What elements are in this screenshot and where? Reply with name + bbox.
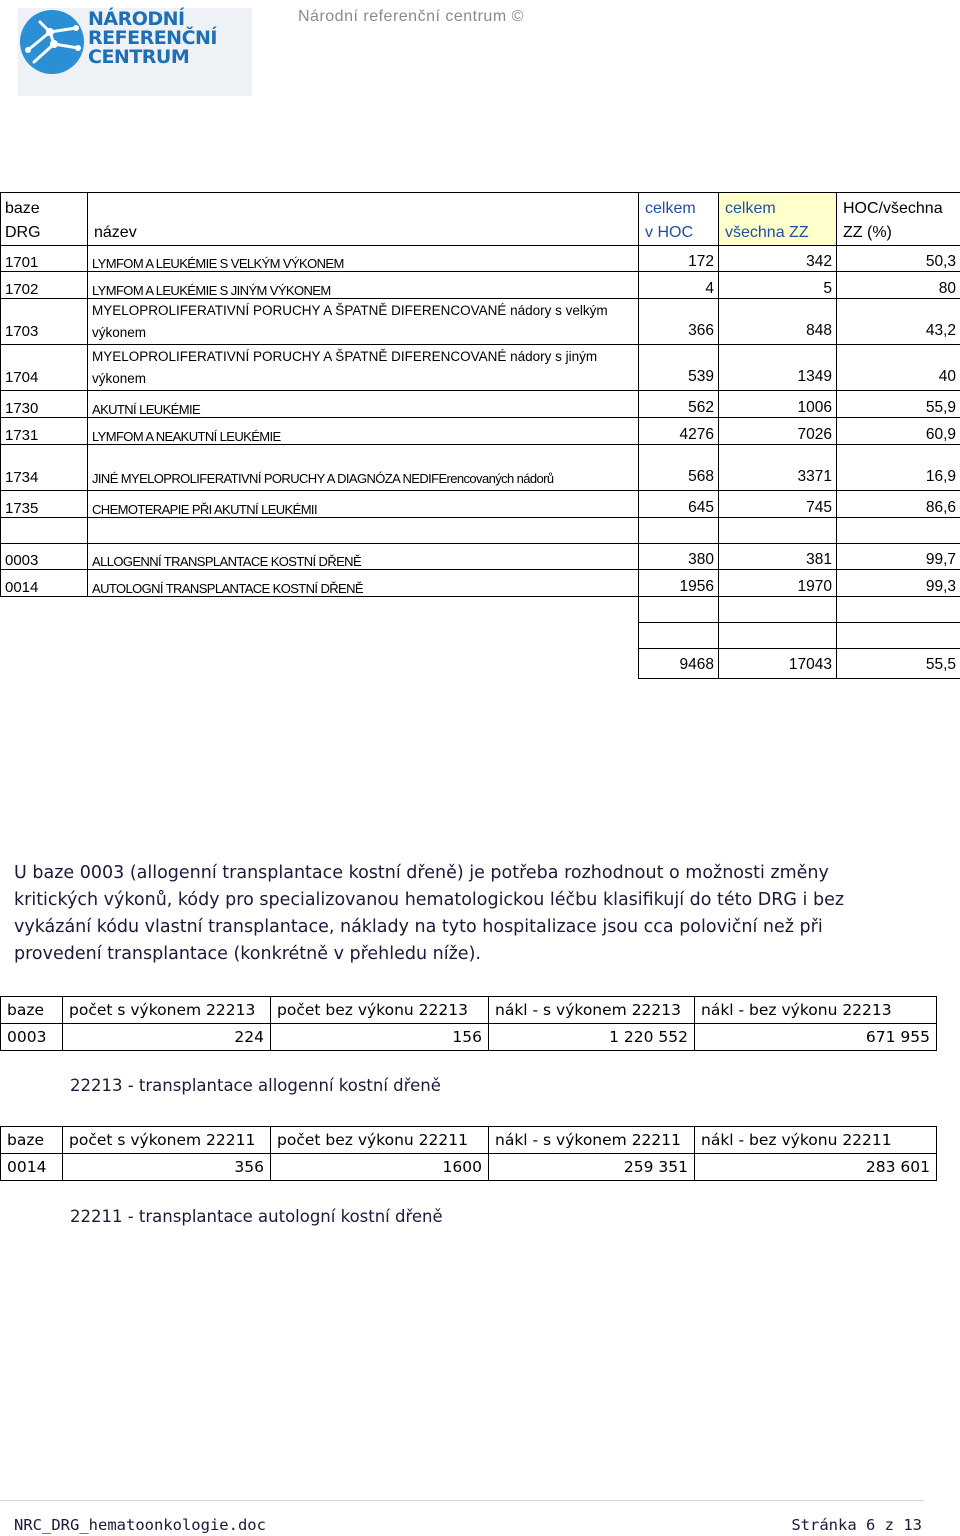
table-row (1, 1154, 937, 1181)
cell-name: CHEMOTERAPIE PŘI AKUTNÍ LEUKÉMII (88, 491, 639, 518)
table-header-row (1, 997, 937, 1024)
cell-cost-with: 259 351 (489, 1154, 695, 1181)
cell-cost-without: 283 601 (695, 1154, 937, 1181)
table-row (1, 1024, 937, 1051)
cell-name: LYMFOM A LEUKÉMIE S VELKÝM VÝKONEM (88, 246, 639, 272)
note-22213: 22213 - transplantace allogenní kostní dřeně (70, 1076, 441, 1095)
header-celkem-vsechna: celkem všechna ZZ (719, 193, 837, 246)
cell-code: 1730 (1, 391, 88, 418)
cell-hoc: 645 (639, 491, 719, 518)
header-cell: počet s výkonem 22213 (63, 997, 271, 1024)
cell-pct: 43,2 (837, 299, 960, 345)
cell-count-without: 156 (271, 1024, 489, 1051)
header-cell: počet bez výkonu 22211 (271, 1127, 489, 1154)
cell-hoc: 539 (639, 345, 719, 391)
header-nazev: název (88, 193, 639, 246)
cell-code: 1702 (1, 272, 88, 299)
footer-filename: NRC_DRG_hematoonkologie.doc (14, 1516, 266, 1534)
cell-name: JINÉ MYELOPROLIFERATIVNÍ PORUCHY A DIAGNÓZA NEDIFErencovaných nádorů (88, 445, 639, 491)
table-row-empty (1, 597, 960, 623)
cell-all: 5 (719, 272, 837, 299)
cell-code: 1703 (1, 299, 88, 345)
header-cell: počet s výkonem 22211 (63, 1127, 271, 1154)
table-row-empty (1, 623, 960, 649)
header-title: Národní referenční centrum © (298, 8, 524, 25)
table-row (1, 272, 960, 299)
cell-name: AKUTNÍ LEUKÉMIE (88, 391, 639, 418)
header-cell: počet bez výkonu 22213 (271, 997, 489, 1024)
cell-name: LYMFOM A LEUKÉMIE S JINÝM VÝKONEM (88, 272, 639, 299)
header-cell: nákl - bez výkonu 22211 (695, 1127, 937, 1154)
table-22213 (0, 996, 937, 1051)
cell-code: 1704 (1, 345, 88, 391)
cell-code: 0003 (1, 544, 88, 570)
cell-count-without: 1600 (271, 1154, 489, 1181)
footer-divider (0, 1500, 924, 1501)
cell-name: ALLOGENNÍ TRANSPLANTACE KOSTNÍ DŘENĚ (88, 544, 639, 570)
nrc-logo (18, 8, 252, 96)
cell-all: 381 (719, 544, 837, 570)
table-row (1, 570, 960, 597)
header-baze-drg: baze DRG (1, 193, 88, 246)
cell-pct: 80 (837, 272, 960, 299)
drg-table (0, 192, 960, 679)
cell-pct: 55,9 (837, 391, 960, 418)
cell-hoc: 1956 (639, 570, 719, 597)
cell-name: MYELOPROLIFERATIVNÍ PORUCHY A ŠPATNĚ DIFERENCOVANÉ nádory s velkým výkonem (88, 299, 639, 345)
cell-all: 7026 (719, 418, 837, 445)
cell-hoc: 562 (639, 391, 719, 418)
body-paragraph: U baze 0003 (allogenní transplantace kostní dřeně) je potřeba rozhodnout o možnosti změny kritických výkonů, kódy pro specializovanou hematologickou léčbu klasifikují do této DRG i bez vykázání kódu vlastní transplantace, náklady na tyto hospitalizace jsou cca poloviční než při provedení transplantace (konkrétně v přehledu níže). (14, 863, 845, 964)
table-row (1, 491, 960, 518)
header-cell: nákl - bez výkonu 22213 (695, 997, 937, 1024)
total-all: 17043 (719, 649, 837, 679)
cell-pct: 99,7 (837, 544, 960, 570)
cell-pct: 16,9 (837, 445, 960, 491)
table-row (1, 391, 960, 418)
cell-pct: 86,6 (837, 491, 960, 518)
cell-all: 342 (719, 246, 837, 272)
cell-pct: 99,3 (837, 570, 960, 597)
total-hoc: 9468 (639, 649, 719, 679)
header-cell: baze (1, 997, 63, 1024)
logo-emblem-icon (20, 10, 84, 74)
cell-hoc: 172 (639, 246, 719, 272)
table-header-row (1, 193, 960, 246)
cell-hoc: 568 (639, 445, 719, 491)
cell-name: LYMFOM A NEAKUTNÍ LEUKÉMIE (88, 418, 639, 445)
table-row (1, 299, 960, 345)
table-row (1, 246, 960, 272)
header-cell: baze (1, 1127, 63, 1154)
cell-hoc: 4 (639, 272, 719, 299)
table-22211 (0, 1126, 937, 1181)
cell-hoc: 380 (639, 544, 719, 570)
cell-all: 1349 (719, 345, 837, 391)
cell-pct: 50,3 (837, 246, 960, 272)
cell-pct: 40 (837, 345, 960, 391)
table-header-row (1, 1127, 937, 1154)
table-totals-row (1, 649, 960, 679)
cell-code: 1734 (1, 445, 88, 491)
cell-hoc: 4276 (639, 418, 719, 445)
table-row (1, 544, 960, 570)
table-row (1, 345, 960, 391)
table-row (1, 418, 960, 445)
cell-pct: 60,9 (837, 418, 960, 445)
cell-count-with: 224 (63, 1024, 271, 1051)
cell-baze: 0014 (1, 1154, 63, 1181)
cell-code: 0014 (1, 570, 88, 597)
header-cell: nákl - s výkonem 22211 (489, 1127, 695, 1154)
cell-code: 1731 (1, 418, 88, 445)
cell-name: MYELOPROLIFERATIVNÍ PORUCHY A ŠPATNĚ DIFERENCOVANÉ nádory s jiným výkonem (88, 345, 639, 391)
cell-code: 1701 (1, 246, 88, 272)
cell-cost-without: 671 955 (695, 1024, 937, 1051)
cell-baze: 0003 (1, 1024, 63, 1051)
cell-all: 745 (719, 491, 837, 518)
footer-page-number: Stránka 6 z 13 (791, 1516, 922, 1534)
cell-all: 3371 (719, 445, 837, 491)
cell-code: 1735 (1, 491, 88, 518)
table-row (1, 445, 960, 491)
table-row-empty (1, 518, 960, 544)
cell-hoc: 366 (639, 299, 719, 345)
header-celkem-hoc: celkem v HOC (639, 193, 719, 246)
cell-count-with: 356 (63, 1154, 271, 1181)
note-22211: 22211 - transplantace autologní kostní dřeně (70, 1207, 443, 1226)
header-pct: HOC/všechna ZZ (%) (837, 193, 960, 246)
cell-all: 1970 (719, 570, 837, 597)
total-pct: 55,5 (837, 649, 960, 679)
cell-cost-with: 1 220 552 (489, 1024, 695, 1051)
logo-wordmark: NÁRODNÍ REFERENČNÍ CENTRUM (88, 8, 217, 68)
cell-name: AUTOLOGNÍ TRANSPLANTACE KOSTNÍ DŘENĚ (88, 570, 639, 597)
cell-all: 1006 (719, 391, 837, 418)
header-cell: nákl - s výkonem 22213 (489, 997, 695, 1024)
cell-all: 848 (719, 299, 837, 345)
